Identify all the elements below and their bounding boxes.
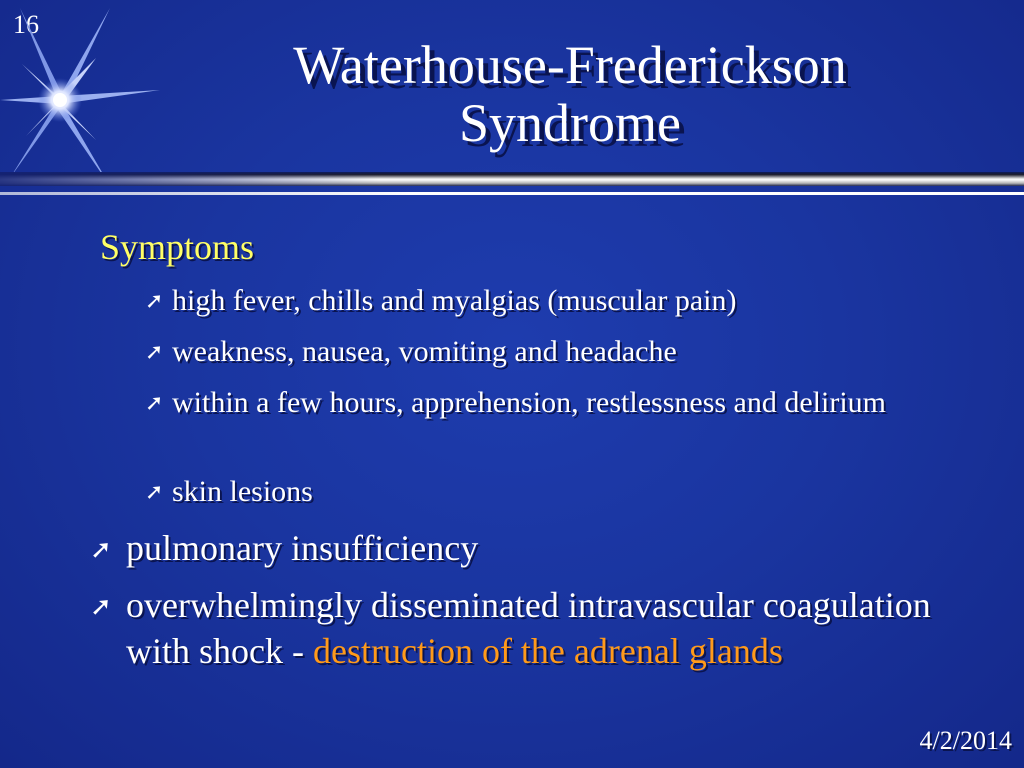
highlight-text: destruction of the adrenal glands [312, 631, 783, 671]
arrow-up-right-icon: ➚ [145, 288, 164, 313]
list-item-text: weakness, nausea, vomiting and headache [172, 335, 677, 368]
list-item [145, 384, 915, 422]
arrow-up-right-icon: ➚ [145, 339, 164, 364]
list-item [145, 473, 925, 511]
list-item [145, 282, 925, 320]
slide-title-line2: Syndrome [459, 93, 681, 153]
list-item-text: within a few hours, apprehension, restlessness and delirium [172, 386, 887, 419]
list-item-text: skin lesions [172, 475, 313, 508]
arrow-up-right-icon: ➚ [145, 390, 164, 415]
list-item-text: pulmonary insufficiency [126, 528, 479, 568]
arrow-up-right-icon: ➚ [145, 479, 164, 504]
list-item-text [90, 582, 940, 674]
list-item-text: high fever, chills and myalgias (muscular pain) [172, 284, 737, 317]
arrow-up-right-icon: ➚ [90, 535, 112, 564]
slide-date: 4/2/2014 [919, 726, 1012, 755]
list-item-text-plain: overwhelmingly disseminated intravascular coagulation with shock - [126, 585, 931, 671]
list-item [90, 525, 940, 571]
arrow-up-right-icon: ➚ [90, 592, 112, 621]
list-item [145, 333, 925, 371]
symptoms-heading: Symptoms [100, 227, 255, 267]
list-item [90, 582, 940, 674]
slide-title-line1: Waterhouse-Frederickson [293, 35, 847, 95]
slide-number: 16 [13, 10, 39, 39]
